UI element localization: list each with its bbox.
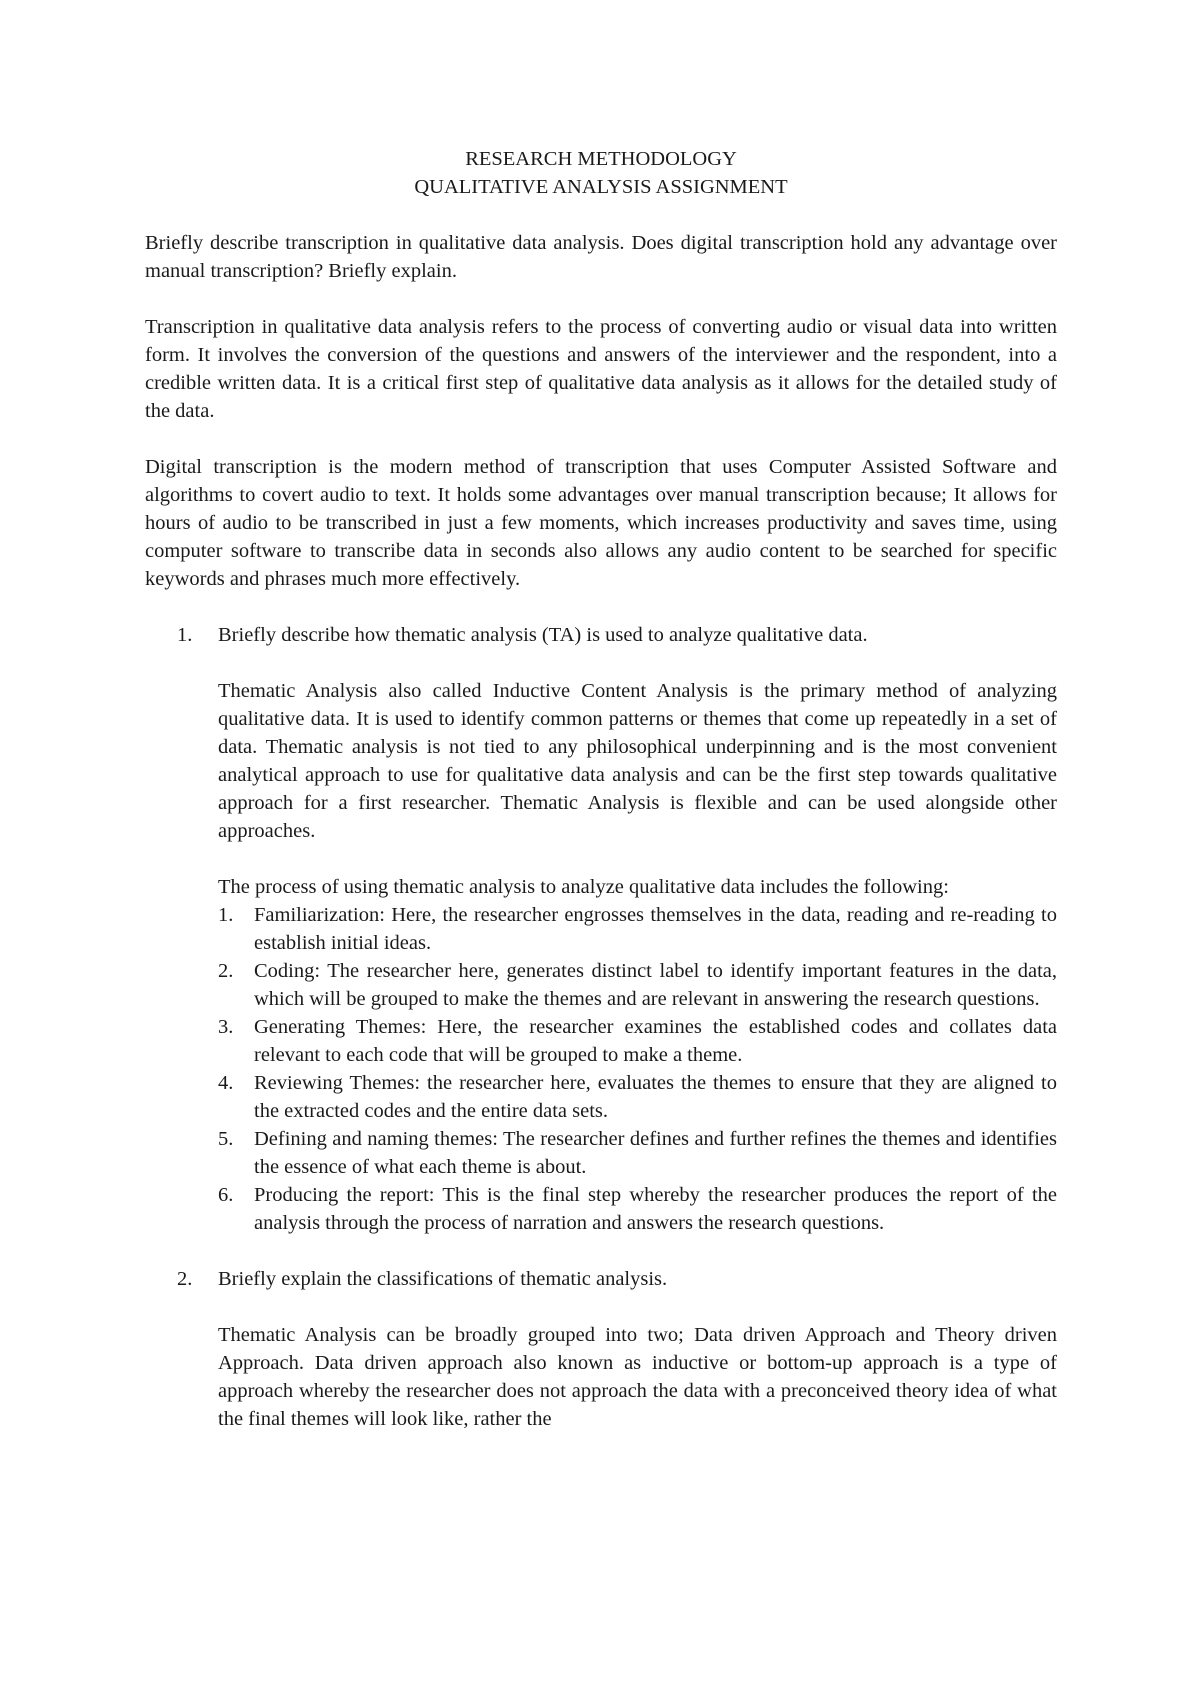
step-number: 2.	[218, 960, 234, 982]
step-text: Reviewing Themes: the researcher here, evaluates the themes to ensure that they are aligned to the extracted codes and the entire data sets.	[254, 1072, 1057, 1122]
step-number: 5.	[218, 1128, 234, 1150]
step-number: 3.	[218, 1016, 234, 1038]
step-text: Coding: The researcher here, generates distinct label to identify important features in the data, which will be grouped to make the themes and are relevant in answering the research questions.	[254, 960, 1057, 1010]
question-list	[145, 621, 1057, 1433]
process-step	[218, 901, 1057, 957]
document-content	[145, 145, 1057, 1433]
document-title-line-1: RESEARCH METHODOLOGY	[465, 148, 737, 170]
question-text: Briefly describe how thematic analysis (TA) is used to analyze qualitative data.	[218, 624, 868, 646]
step-number: 1.	[218, 904, 234, 926]
process-steps-list	[218, 901, 1057, 1237]
process-step	[218, 1181, 1057, 1237]
step-text: Producing the report: This is the final step whereby the researcher produces the report of the analysis through the process of narration and answers the research questions.	[254, 1184, 1057, 1234]
question-number: 2.	[177, 1268, 193, 1290]
document-title-line-2: QUALITATIVE ANALYSIS ASSIGNMENT	[414, 176, 788, 198]
process-step	[218, 1069, 1057, 1125]
step-number: 6.	[218, 1184, 234, 1206]
process-step	[218, 1013, 1057, 1069]
process-step	[218, 957, 1057, 1013]
intro-question: Briefly describe transcription in qualitative data analysis. Does digital transcription hold any advantage over manual transcription? Briefly explain.	[145, 232, 1057, 282]
question-text: Briefly explain the classifications of thematic analysis.	[218, 1268, 668, 1290]
step-number: 4.	[218, 1072, 234, 1094]
question-item-2	[145, 1265, 1057, 1433]
intro-answer-paragraph-2: Digital transcription is the modern method of transcription that uses Computer Assisted Software and algorithms to covert audio to text. It holds some advantages over manual transcription because; It allows for hours of audio to be transcribed in just a few moments, which increases productivity and saves time, using computer software to transcribe data in seconds also allows any audio content to be searched for specific keywords and phrases much more effectively.	[145, 456, 1057, 590]
answer-paragraph: Thematic Analysis also called Inductive Content Analysis is the primary method of analyzing qualitative data. It is used to identify common patterns or themes that come up repeatedly in a set of data. Thematic analysis is not tied to any philosophical underpinning and is the most convenient analytical approach to use for qualitative data analysis and can be the first step towards qualitative approach for a first researcher. Thematic Analysis is flexible and can be used alongside other approaches.	[218, 680, 1057, 842]
question-item-1	[145, 621, 1057, 1237]
intro-answer-paragraph-1: Transcription in qualitative data analysis refers to the process of converting audio or visual data into written form. It involves the conversion of the questions and answers of the interviewer and the respondent, into a credible written data. It is a critical first step of qualitative data analysis as it allows for the detailed study of the data.	[145, 316, 1057, 422]
answer-paragraph: Thematic Analysis can be broadly grouped into two; Data driven Approach and Theory driven Approach. Data driven approach also known as inductive or bottom-up approach is a type of approach whereby the researcher does not approach the data with a preconceived theory idea of what the final themes will look like, rather the	[218, 1324, 1057, 1430]
process-step	[218, 1125, 1057, 1181]
step-text: Familiarization: Here, the researcher engrosses themselves in the data, reading and re-reading to establish initial ideas.	[254, 904, 1057, 954]
question-number: 1.	[177, 624, 193, 646]
step-text: Generating Themes: Here, the researcher examines the established codes and collates data relevant to each code that will be grouped to make a theme.	[254, 1016, 1057, 1066]
step-text: Defining and naming themes: The researcher defines and further refines the themes and identifies the essence of what each theme is about.	[254, 1128, 1057, 1178]
answer-paragraph: The process of using thematic analysis to analyze qualitative data includes the following:	[218, 876, 949, 898]
